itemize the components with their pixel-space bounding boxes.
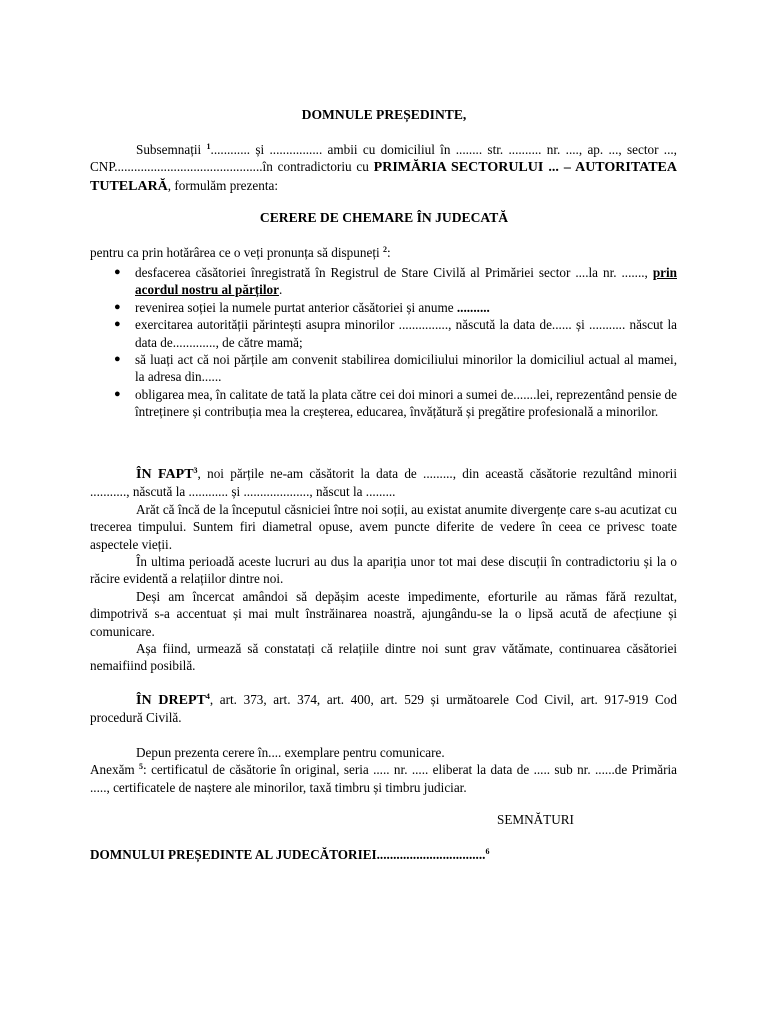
facts-paragraph-1 (90, 465, 677, 501)
bullet-icon: ● (114, 300, 121, 313)
law-paragraph (90, 691, 677, 727)
list-item (90, 316, 677, 351)
intro-paragraph (90, 141, 677, 195)
law-label: ÎN DREPT (136, 693, 206, 708)
footnote-ref-1: 1 (206, 142, 211, 151)
item-text: exercitarea autorității părintești asupra minorilor ..............., născută la data de...... și ........... născut la data de............., de către mamă; (135, 317, 677, 350)
facts-paragraph-5: Așa fiind, urmează să constatați că relațiile dintre noi sunt grav vătămate, continuarea căsătoriei nemaifiind posibilă. (90, 641, 677, 674)
lead-tail: : (386, 245, 391, 260)
copies-paragraph: Depun prezenta cerere în.... exemplare pentru comunicare. (136, 745, 445, 760)
item-emphasis: .......... (456, 299, 490, 315)
attachments-text: : certificatul de căsătorie în original, seria ..... nr. ..... eliberat la data de ..... sub nr. ......de Primăria ....., certificatele de naștere ale minorilor, taxă timbru și timbru judiciar. (90, 762, 677, 795)
facts-paragraph-2: Arăt că încă de la începutul căsniciei între noi soții, au existat anumite divergențe care s-au acutizat cu trecerea timpului. Suntem firi diametral opuse, avem puncte diferite de vedere în ceea ce privesc toate aspectele vieții. (90, 501, 677, 552)
lead-text: pentru ca prin hotărârea ce o veți pronunța să dispuneți (90, 245, 383, 260)
attachments-label: Anexăm (90, 762, 140, 778)
request-list (90, 264, 677, 421)
item-text: să luați act că noi părțile am convenit stabilirea domiciliului minorilor la domiciliul actual al mamei, la adresa din...... (135, 352, 677, 385)
law-text: , art. 373, art. 374, art. 400, art. 529 și următoarele Cod Civil, art. 917-919 Cod procedură Civilă. (90, 692, 677, 726)
heading: DOMNULE PREȘEDINTE, (301, 107, 467, 122)
bullet-icon: ● (114, 387, 121, 400)
item-text-end: . (278, 282, 283, 298)
footnote-ref-4: 4 (205, 692, 210, 701)
request-title: CERERE DE CHEMARE ÎN JUDECATĂ (259, 210, 509, 225)
intro-text: Subsemnații (136, 142, 207, 157)
bullet-icon: ● (114, 318, 121, 331)
footnote-ref-3: 3 (193, 466, 198, 475)
footnote-ref-5: 5 (139, 762, 144, 772)
list-item (90, 386, 677, 421)
facts-section (90, 465, 677, 675)
footnote-ref-6: 6 (485, 847, 490, 856)
intro-text-2: ............ și ................ ambii cu domiciliul în ........ str. .......... nr. ...., ap. ..., sector ..., CNP.............................................în contradictoriu cu (90, 142, 677, 175)
facts-text-1: , noi părțile ne-am căsătorit la data de ........., din această căsătorie rezultând minorii ..........., născută la ............ și ...................., născut la ......... (90, 466, 677, 500)
footnote-ref-2: 2 (382, 245, 387, 254)
list-item (90, 299, 677, 316)
item-text: revenirea soției la numele purtat anterior căsătoriei și anume (135, 299, 457, 315)
lead-paragraph (90, 244, 677, 261)
signatures-label: SEMNĂTURI (497, 812, 574, 827)
item-text: desfacerea căsătoriei înregistrată în Registrul de Stare Civilă al Primăriei sector ....la nr. ......., (135, 265, 653, 280)
facts-paragraph-3: În ultima perioadă aceste lucruri au dus la apariția unor tot mai dese discuții în contradictoriu și la o răcire evidentă a relațiilor dintre noi. (90, 554, 677, 587)
list-item (90, 264, 677, 299)
item-text: obligarea mea, în calitate de tată la plata către cei doi minori a sumei de.......lei, reprezentând pensie de întreținere și contribuția mea la creșterea, educarea, învățătură și pregătire profesională a minorilor. (135, 386, 677, 420)
defendant-name: PRIMĂRIA SECTORULUI ... – AUTORITATEA TUTELARĂ (90, 160, 677, 194)
attachments-paragraph (90, 761, 677, 796)
bullet-icon: ● (114, 266, 121, 278)
closing-section (90, 744, 677, 796)
bullet-icon: ● (114, 353, 121, 366)
facts-label: ÎN FAPT (136, 467, 194, 482)
item-emphasis: prin acordul nostru al părților (135, 265, 677, 298)
list-item (90, 351, 677, 386)
addressee-text: DOMNULUI PREȘEDINTE AL JUDECĂTORIEI................................. (90, 847, 486, 862)
addressee-line (90, 846, 489, 863)
facts-paragraph-4: Deși am încercat amândoi să depășim aceste impedimente, eforturile au rămas fără rezultat, dimpotrivă s-a accentuat și mai mult înstrăinarea noastră, ajungându-se la o lipsă acută de afecțiune și comunicare. (90, 588, 677, 639)
intro-text-3: , formulăm prezenta: (167, 177, 279, 193)
